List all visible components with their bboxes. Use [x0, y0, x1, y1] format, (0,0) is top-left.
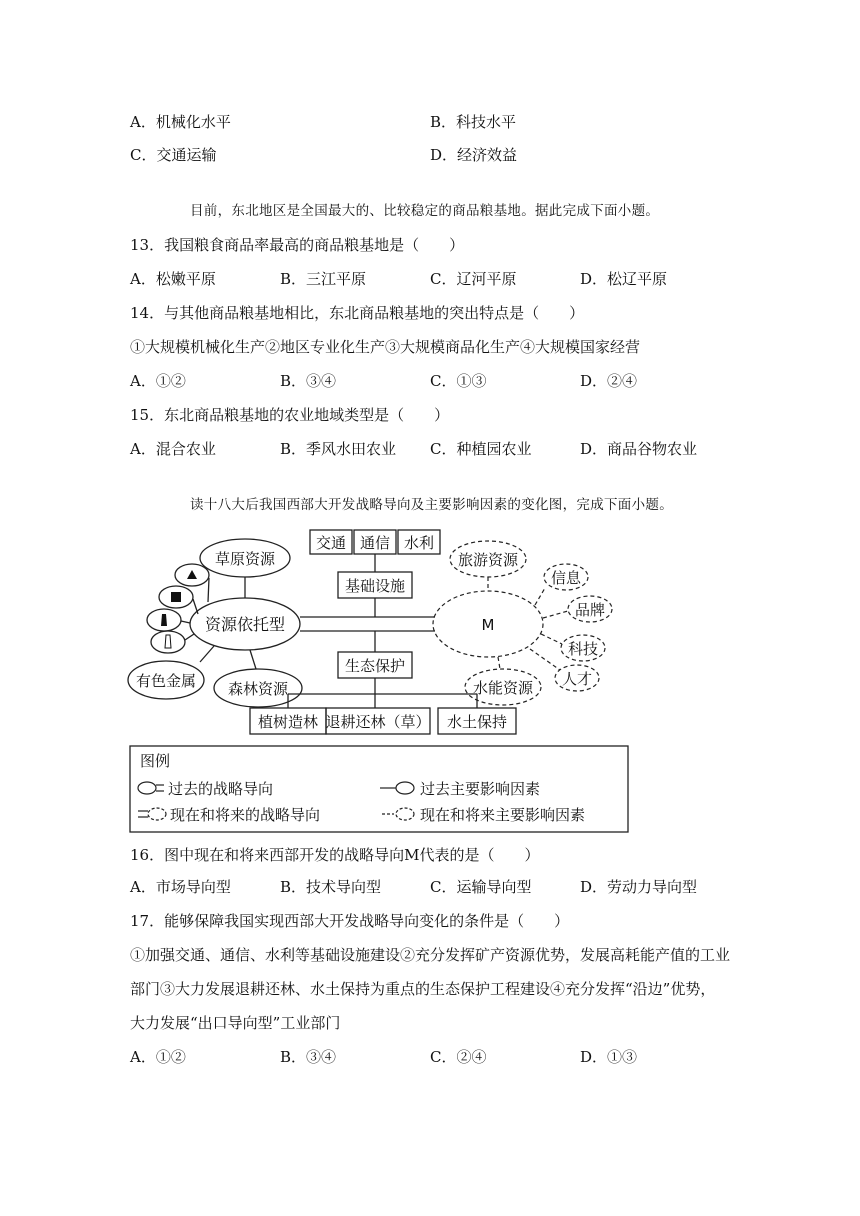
- legend-future-orientation: 现在和将来的战略导向: [170, 806, 321, 824]
- intro-paragraph-1: 目前，东北地区是全国最大的、比较稳定的商品粮基地。据此完成下面小题。: [190, 203, 660, 219]
- tech-label: 科技: [567, 640, 599, 658]
- q17-stem: 17．能够保障我国实现西部大开发战略导向变化的条件是（ ）: [130, 912, 570, 930]
- q13-option-b: B．三江平原: [280, 270, 367, 288]
- q12-option-c: C．交通运输: [130, 146, 217, 164]
- q17-statement-line-1: ①加强交通、通信、水利等基础设施建设②充分发挥矿产资源优势，发展高耗能产值的工业: [130, 946, 731, 964]
- q17-option-a: A．①②: [130, 1048, 186, 1066]
- infra-label: 基础设施: [344, 577, 406, 595]
- q17-option-b: B．③④: [280, 1048, 337, 1066]
- q17-option-d: D．①③: [580, 1048, 638, 1066]
- q16-option-a: A．市场导向型: [130, 878, 231, 896]
- strategy-diagram: [120, 522, 640, 834]
- q15-option-b: B．季风水田农业: [280, 440, 397, 458]
- nonferrous-label: 有色金属: [135, 672, 197, 690]
- q17-statement-line-2: 部门③大力发展退耕还林、水土保持为重点的生态保护工程建设④充分发挥“沿边”优势，: [130, 980, 716, 998]
- infra-item-telecom: 通信: [359, 534, 391, 552]
- q15-option-c: C．种植园农业: [430, 440, 532, 458]
- q17-statement-line-3: 大力发展“出口导向型”工业部门: [130, 1014, 341, 1032]
- ecology-label: 生态保护: [344, 657, 406, 675]
- q15-option-a: A．混合农业: [130, 440, 216, 458]
- ecology-item-afforestation: 植树造林: [257, 713, 319, 731]
- q12-option-b: B．科技水平: [430, 113, 517, 131]
- q16-stem: 16．图中现在和将来西部开发的战略导向M代表的是（ ）: [130, 846, 540, 864]
- q12-option-d: D．经济效益: [430, 146, 518, 164]
- ecology-item-soil-conservation: 水土保持: [446, 713, 508, 731]
- q14-statements: ①大规模机械化生产②地区专业化生产③大规模商品化生产④大规模国家经营: [130, 338, 641, 356]
- grassland-label: 草原资源: [214, 550, 276, 568]
- intro-paragraph-2: 读十八大后我国西部大开发战略导向及主要影响因素的变化图，完成下面小题。: [190, 497, 673, 513]
- q13-option-c: C．辽河平原: [430, 270, 517, 288]
- q17-option-c: C．②④: [430, 1048, 487, 1066]
- forest-label: 森林资源: [227, 680, 289, 698]
- brand-label: 品牌: [574, 601, 606, 619]
- q15-option-d: D．商品谷物农业: [580, 440, 698, 458]
- q16-option-c: C．运输导向型: [430, 878, 532, 896]
- infra-item-water: 水利: [403, 534, 435, 552]
- legend-past-factor: 过去主要影响因素: [420, 780, 541, 798]
- q12-option-a: A．机械化水平: [130, 113, 231, 131]
- q14-option-b: B．③④: [280, 372, 337, 390]
- q14-stem: 14．与其他商品粮基地相比，东北商品粮基地的突出特点是（ ）: [130, 304, 585, 322]
- resource-type-label: 资源依托型: [204, 615, 286, 634]
- legend-past-orientation: 过去的战略导向: [168, 780, 274, 798]
- m-label: M: [481, 616, 495, 634]
- q14-option-c: C．①③: [430, 372, 487, 390]
- q14-option-a: A．①②: [130, 372, 186, 390]
- talent-label: 人才: [561, 670, 593, 688]
- q16-option-b: B．技术导向型: [280, 878, 382, 896]
- q13-option-d: D．松辽平原: [580, 270, 668, 288]
- q13-stem: 13．我国粮食商品率最高的商品粮基地是（ ）: [130, 236, 465, 254]
- info-label: 信息: [550, 569, 582, 587]
- q14-option-d: D．②④: [580, 372, 638, 390]
- legend: [130, 746, 628, 832]
- q15-stem: 15．东北商品粮基地的农业地域类型是（ ）: [130, 406, 450, 424]
- legend-title: 图例: [140, 752, 171, 770]
- hydro-label: 水能资源: [472, 679, 534, 697]
- ecology-item-return-forest: 退耕还林（草）: [325, 713, 431, 731]
- infra-item-transport: 交通: [315, 534, 347, 552]
- q13-option-a: A．松嫩平原: [130, 270, 216, 288]
- tourism-label: 旅游资源: [457, 551, 519, 569]
- legend-future-factor: 现在和将来主要影响因素: [420, 806, 586, 824]
- q16-option-d: D．劳动力导向型: [580, 878, 698, 896]
